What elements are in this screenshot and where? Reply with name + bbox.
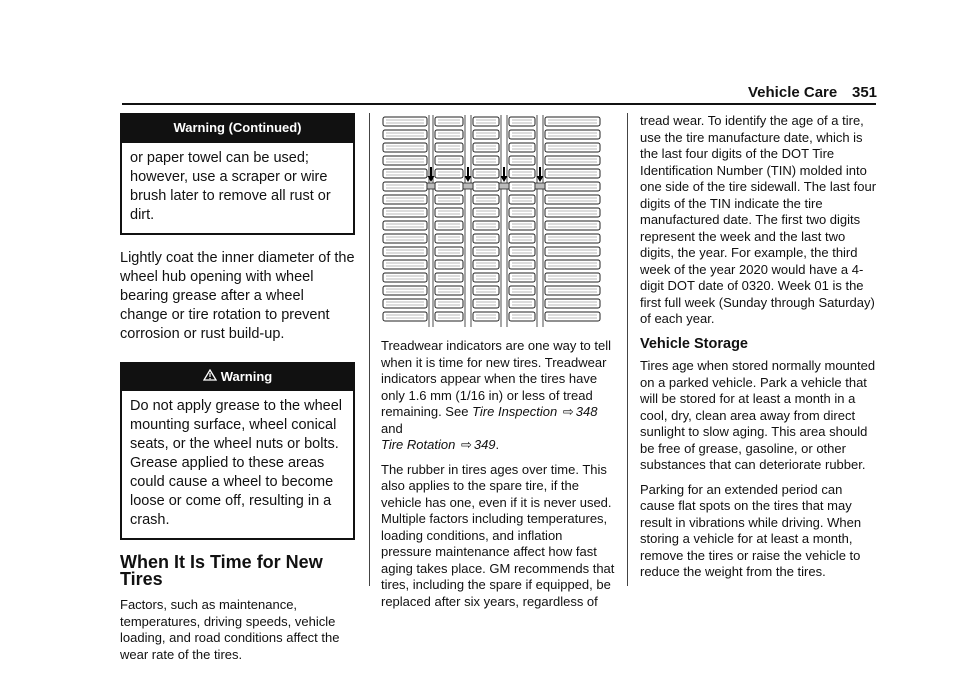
warning-heading-label: Warning <box>220 368 273 384</box>
vehicle-storage-heading: Vehicle Storage <box>640 335 748 352</box>
column-divider-2 <box>627 113 628 586</box>
warning-triangle-icon <box>203 369 217 386</box>
warning-continued-box <box>120 113 355 235</box>
xref-tire-rotation[interactable]: Tire Rotation <box>381 437 456 452</box>
running-header-title: Vehicle Care <box>748 84 838 101</box>
warning-continued-heading: Warning (Continued) <box>122 115 353 143</box>
storage-paragraph-1: Tires age when stored normally mounted on a parked vehicle. Park a vehicle that will be stored for at least a month in a cool, dry, clean area away from direct sunlight to slow aging. This area should be free of grease, gasoline, or other substances that can deteriorate rubber. <box>640 358 876 472</box>
header-rule <box>122 103 876 105</box>
warning-body: Do not apply grease to the wheel mounting surface, wheel conical seats, or the wheel nuts or bolts. Grease applied to these areas could cause a wheel to become loose or come off, resulting in a crash. <box>130 398 342 528</box>
treadwear-indicators-illustration <box>381 115 602 327</box>
page-ref-arrow-icon: ⇨ <box>562 404 574 419</box>
xref-tire-rotation-page[interactable]: 349 <box>473 437 496 452</box>
middle-column <box>381 338 616 618</box>
warning-heading <box>122 364 353 392</box>
section-heading: When It Is Time for New Tires <box>120 552 323 589</box>
grease-paragraph: Lightly coat the inner diameter of the wheel hub opening with wheel bearing grease after a wheel change or tire rotation to prevent corrosion or rust build-up. <box>120 249 355 342</box>
storage-paragraph-2: Parking for an extended period can cause flat spots on the tires that may result in vibrations while driving. When storing a vehicle for at least a month, remove the tires or raise the vehicle to reduce the weight from the tires. <box>640 481 862 579</box>
tire-age-paragraph: tread wear. To identify the age of a tire, use the tire manufacture date, which is the last four digits of the DOT Tire Identification Number (TIN) molded into one side of the tire sidewall. The last four digits of the TIN indicate the tire manufactured date. The first two digits represent the week and the last two digits, the year. For example, the third week of the year 2020 would have a 4-digit DOT date of 0320. Week 01 is the first full week (Sunday through Saturday) of each year. <box>640 113 877 326</box>
page-ref-arrow-icon: ⇨ <box>460 437 472 452</box>
page-number: 351 <box>852 84 878 101</box>
xref-tire-inspection-page[interactable]: 348 <box>575 404 598 419</box>
right-column <box>640 113 878 589</box>
section-paragraph: Factors, such as maintenance, temperatures, driving speeds, vehicle loading, and road conditions affect the wear rate of the tires. <box>120 597 340 662</box>
column-divider-1 <box>369 113 370 586</box>
xref-and: and <box>381 420 403 436</box>
warning-continued-body: or paper towel can be used; however, use a scraper or wire brush later to remove all rust or dirt. <box>130 149 331 223</box>
xref-tire-inspection[interactable]: Tire Inspection <box>472 404 558 419</box>
warning-box <box>120 362 355 541</box>
treadwear-text: Treadwear indicators are one way to tell when it is time for new tires. Treadwear indicators appear when the tires have only 1.6 mm (1/16 in) or less of tread remaining. See <box>381 338 612 419</box>
left-column <box>120 113 355 663</box>
aging-paragraph: The rubber in tires ages over time. This also applies to the spare tire, if the vehicle has one, even if it is never used. Multiple factors including temperatures, loading conditions, and inflation pressure maintenance affect how fast aging takes place. GM recommends that tires, including the spare if equipped, be replaced after six years, regardless of <box>381 461 615 609</box>
treadwear-paragraph: Treadwear indicators are one way to tell when it is time for new tires. Treadwear indicators appear when the tires have only 1.6 mm (1/16 in) or less of tread remaining. See Tire Inspection ⇨ 348 and Tire Rotation ⇨ 349. <box>381 338 612 452</box>
